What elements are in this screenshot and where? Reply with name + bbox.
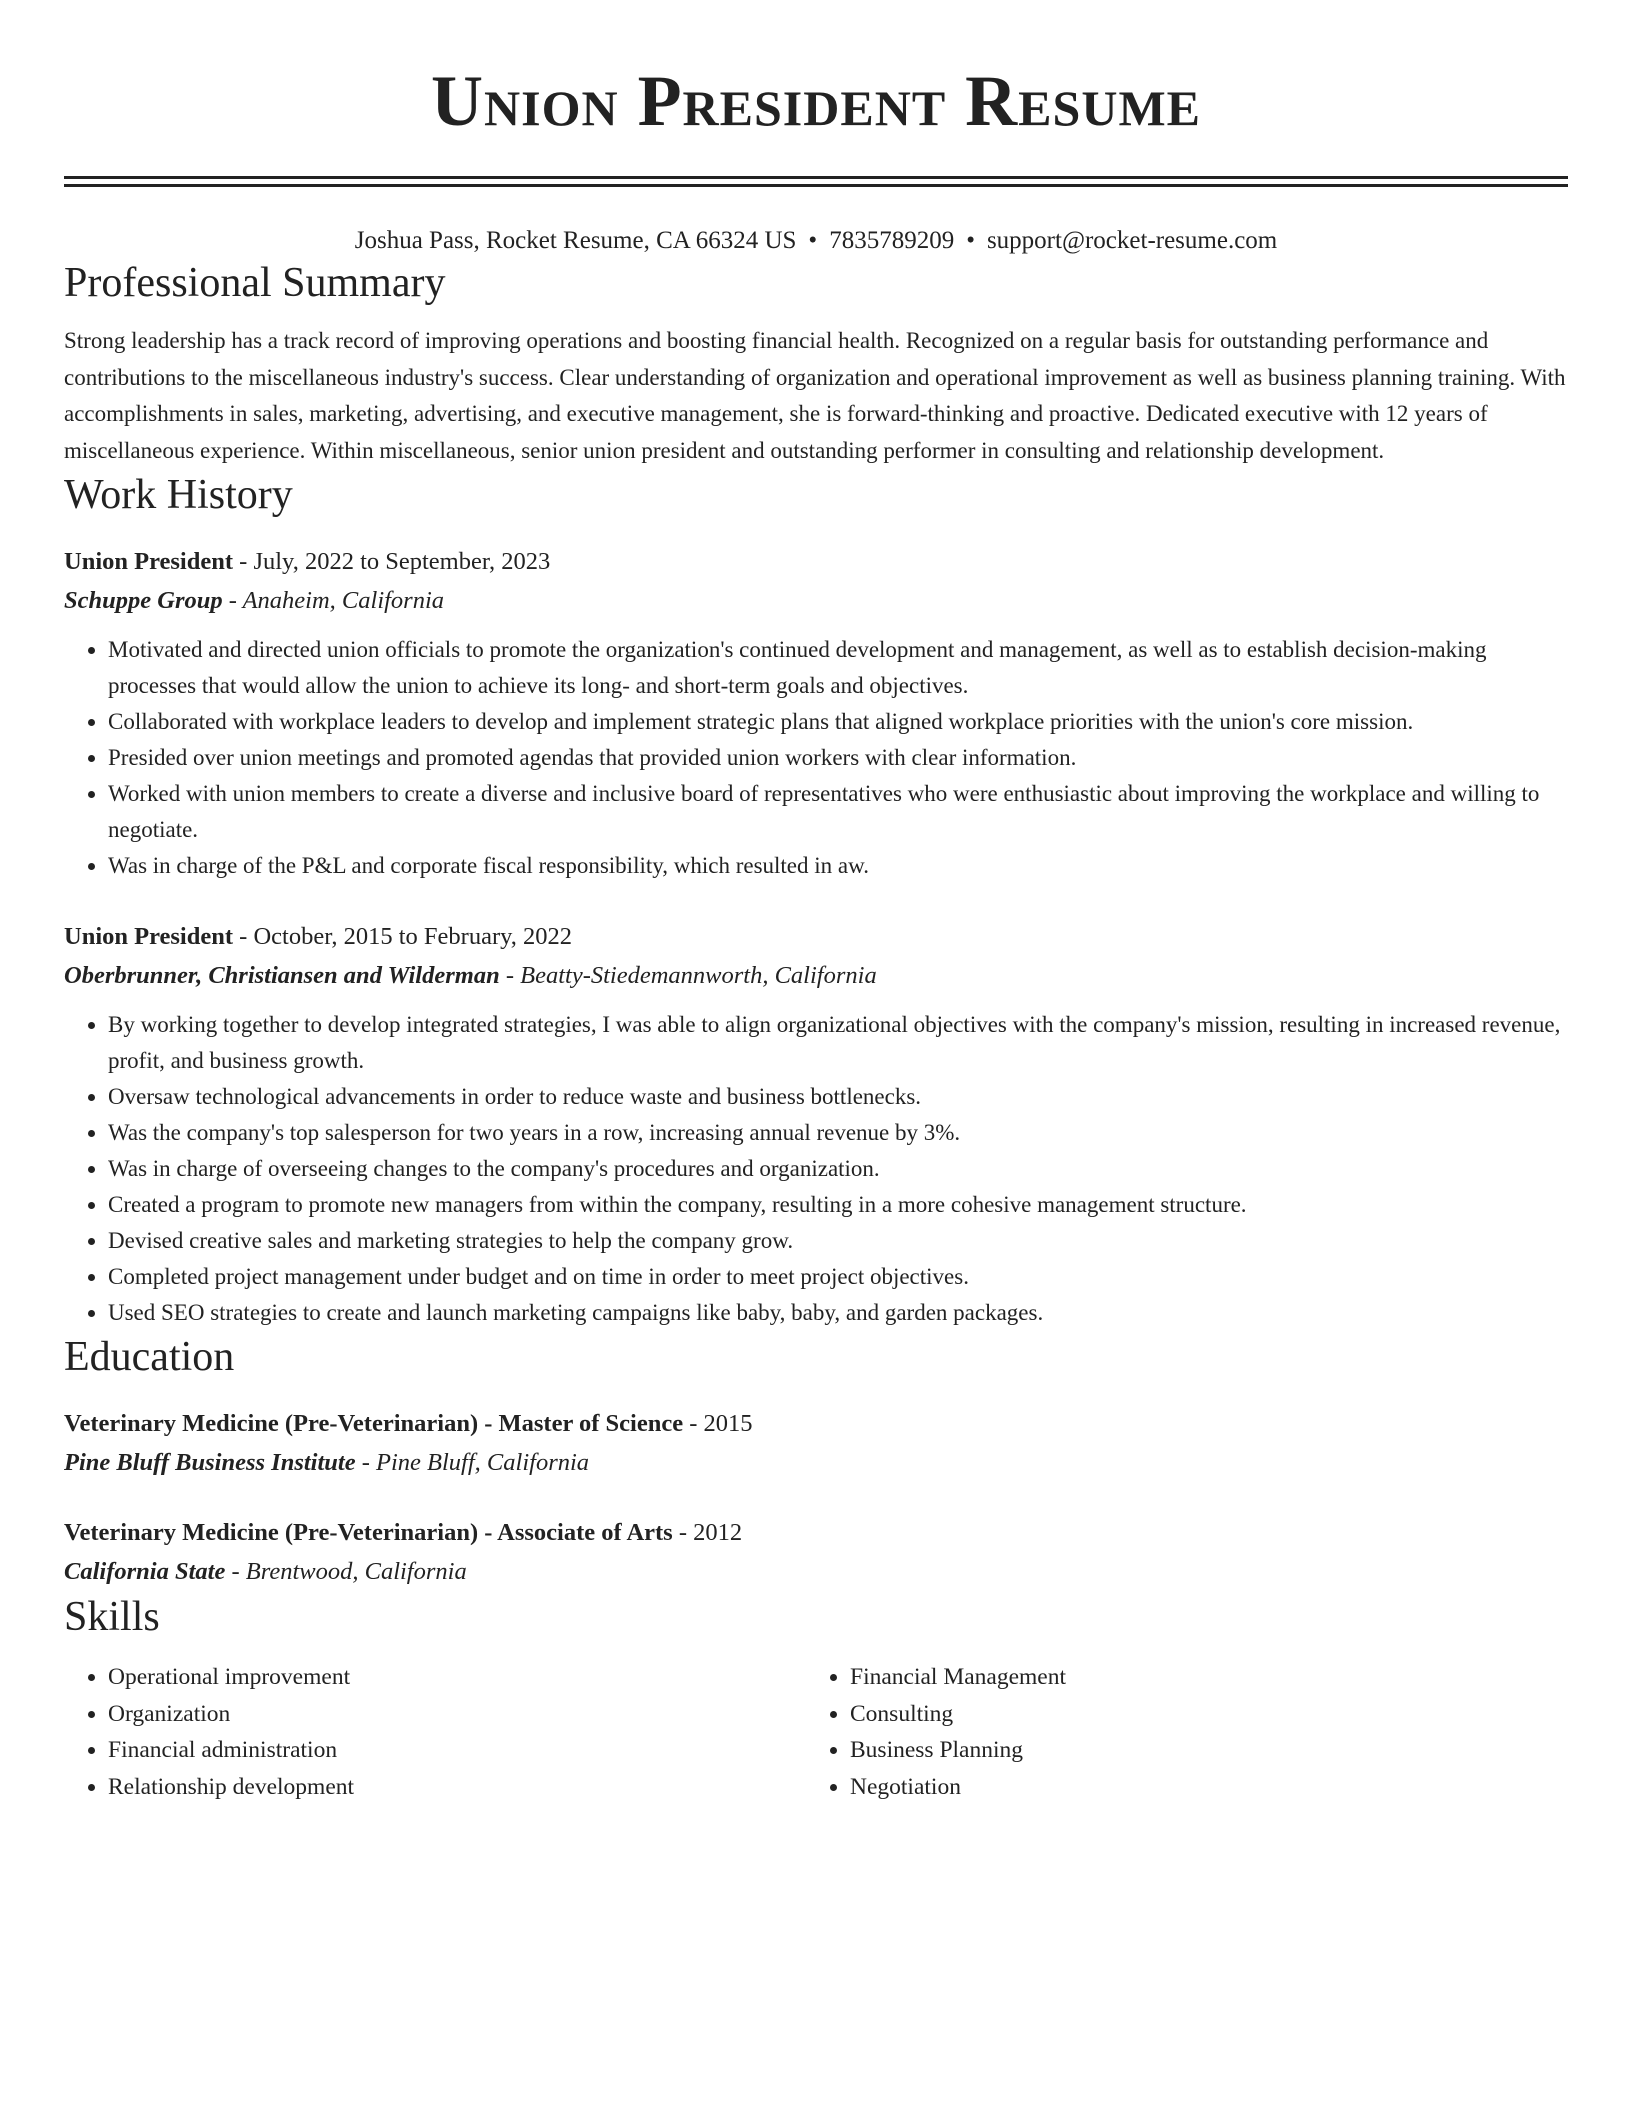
education-degree: Veterinary Medicine (Pre-Veterinarian) - Associate of Arts bbox=[64, 1519, 673, 1546]
education-location: - Pine Bluff, California bbox=[355, 1449, 590, 1476]
education-heading: Education bbox=[64, 1334, 235, 1380]
resume-title: Union President Resume bbox=[431, 61, 1201, 141]
education-year: - 2015 bbox=[683, 1410, 753, 1437]
job-bullet: • Presided over union meetings and promoted agendas that provided union workers with clear information. bbox=[108, 740, 1568, 776]
contact-line bbox=[64, 225, 1568, 257]
summary-heading: Professional Summary bbox=[64, 260, 446, 306]
education-degree-line bbox=[64, 1405, 1568, 1443]
job-dates: - October, 2015 to February, 2022 bbox=[233, 923, 573, 950]
job-title: Union President bbox=[64, 548, 234, 575]
skill-item: • Consulting bbox=[850, 1696, 1548, 1733]
job-bullet: • Was the company's top salesperson for two years in a row, increasing annual revenue by 3%. bbox=[108, 1115, 1568, 1151]
skill-item: • Operational improvement bbox=[108, 1659, 806, 1696]
job-company-line bbox=[64, 581, 1568, 620]
summary-text: Strong leadership has a track record of improving operations and boosting financial health. Recognized on a regular basis for outstanding performance and contributions to the miscellaneous industry's success. Clear understanding of organization and operational improvement as well as business planning training. With accomplishments in sales, marketing, advertising, and executive management, she is forward-thinking and proactive. Dedicated executive with 12 years of miscellaneous experience. Within miscellaneous, senior union president and outstanding performer in consulting and relationship development. bbox=[64, 328, 1566, 463]
job-entry bbox=[64, 918, 1568, 1331]
job-bullet: • Created a program to promote new managers from within the company, resulting in a more cohesive management structure. bbox=[108, 1187, 1568, 1223]
job-entry bbox=[64, 543, 1568, 884]
contact-phone: 7835789209 bbox=[829, 227, 955, 254]
education-school: Pine Bluff Business Institute bbox=[64, 1449, 356, 1476]
education-entry bbox=[64, 1405, 1568, 1482]
job-company-line bbox=[64, 956, 1568, 995]
education-entry bbox=[64, 1514, 1568, 1591]
skill-item: • Financial Management bbox=[850, 1659, 1548, 1696]
contact-address: Joshua Pass, Rocket Resume, CA 66324 US bbox=[354, 227, 797, 254]
skills-column-right bbox=[806, 1659, 1548, 1805]
education-school: California State bbox=[64, 1558, 226, 1585]
job-bullet: • Completed project management under budget and on time in order to meet project objectives. bbox=[108, 1259, 1568, 1295]
education-school-line bbox=[64, 1552, 1568, 1591]
job-bullet: • By working together to develop integrated strategies, I was able to align organizational objectives with the company's mission, resulting in increased revenue, profit, and business growth. bbox=[108, 1007, 1568, 1079]
job-title-line bbox=[64, 543, 1568, 581]
job-bullet: • Was in charge of the P&L and corporate fiscal responsibility, which resulted in aw. bbox=[108, 848, 1568, 884]
skill-item: • Relationship development bbox=[108, 1769, 806, 1806]
education-location: - Brentwood, California bbox=[225, 1558, 467, 1585]
job-bullet: • Motivated and directed union officials to promote the organization's continued development and management, as well as to establish decision-making processes that would allow the union to achieve its long- and short-term goals and objectives. bbox=[108, 632, 1568, 704]
job-bullets bbox=[64, 1007, 1568, 1331]
contact-email: support@rocket-resume.com bbox=[986, 227, 1278, 254]
job-bullet: • Was in charge of overseeing changes to the company's procedures and organization. bbox=[108, 1151, 1568, 1187]
work-history-heading: Work History bbox=[64, 472, 293, 518]
title-divider bbox=[64, 176, 1568, 187]
skill-item: • Business Planning bbox=[850, 1732, 1548, 1769]
contact-separator: • bbox=[966, 227, 975, 254]
skill-item: • Organization bbox=[108, 1696, 806, 1733]
job-bullet: • Used SEO strategies to create and launch marketing campaigns like baby, baby, and garden packages. bbox=[108, 1295, 1568, 1331]
skills-heading: Skills bbox=[64, 1594, 160, 1640]
job-company: Oberbrunner, Christiansen and Wilderman bbox=[64, 962, 500, 989]
job-title: Union President bbox=[64, 923, 234, 950]
job-bullet: • Collaborated with workplace leaders to develop and implement strategic plans that aligned workplace priorities with the union's core mission. bbox=[108, 704, 1568, 740]
job-dates: - July, 2022 to September, 2023 bbox=[233, 548, 551, 575]
job-location: - Anaheim, California bbox=[222, 587, 445, 614]
job-bullets bbox=[64, 632, 1568, 884]
contact-separator: • bbox=[808, 227, 818, 254]
education-year: - 2012 bbox=[672, 1519, 743, 1546]
education-degree-line bbox=[64, 1514, 1568, 1552]
skill-item: • Negotiation bbox=[850, 1769, 1548, 1806]
education-degree: Veterinary Medicine (Pre-Veterinarian) - Master of Science bbox=[64, 1410, 684, 1437]
job-bullet: • Devised creative sales and marketing strategies to help the company grow. bbox=[108, 1223, 1568, 1259]
job-company: Schuppe Group bbox=[64, 587, 223, 614]
skills-grid bbox=[64, 1659, 1568, 1805]
job-bullet: • Oversaw technological advancements in order to reduce waste and business bottlenecks. bbox=[108, 1079, 1568, 1115]
skill-item: • Financial administration bbox=[108, 1732, 806, 1769]
job-bullet: • Worked with union members to create a diverse and inclusive board of representatives who were enthusiastic about improving the workplace and willing to negotiate. bbox=[108, 776, 1568, 848]
job-location: - Beatty-Stiedemannworth, California bbox=[499, 962, 877, 989]
education-school-line bbox=[64, 1443, 1568, 1482]
skills-column-left bbox=[64, 1659, 806, 1805]
job-title-line bbox=[64, 918, 1568, 956]
